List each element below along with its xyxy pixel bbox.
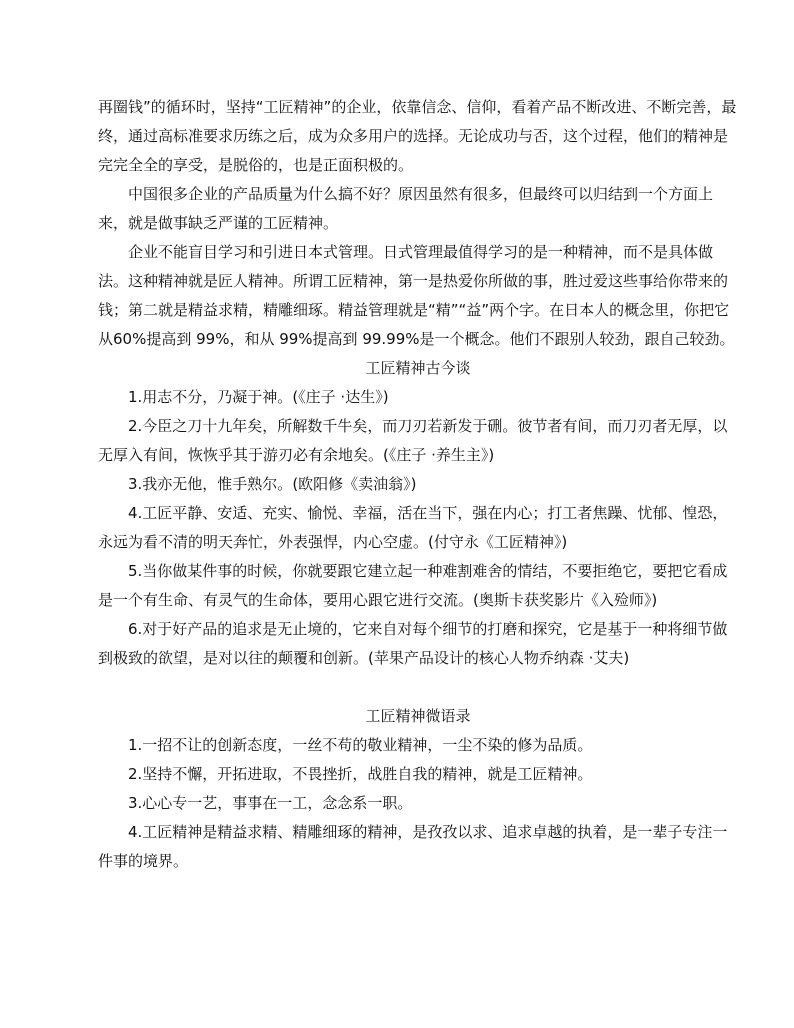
quote-item: 2.坚持不懈，开拓进取，不畏挫折，战胜自我的精神，就是工匠精神。 [128, 765, 593, 783]
quote-item: 4.工匠平静、安适、充实、愉悦、幸福，活在当下，强在内心；打工者焦躁、忧郁、惶恐，永远为看不清的明天奔忙，外表强悍，内心空虚。(付守永《工匠精神》) [98, 504, 728, 551]
paragraph-quality: 中国很多企业的产品质量为什么搞不好？原因虽然有很多，但最终可以归结到一个方面上来，就是做事缺乏严谨的工匠精神。 [98, 185, 714, 232]
quote-item: 1.一招不让的创新态度，一丝不苟的敬业精神，一尘不染的修为品质。 [128, 736, 593, 754]
quote-item: 1.用志不分，乃凝于神。(《庄子 ·达生》) [128, 388, 389, 406]
section-spacer [98, 673, 738, 702]
quote-item: 3.我亦无他，惟手熟尔。(欧阳修《卖油翁》) [128, 475, 417, 493]
section-title-ancient-modern: 工匠精神古今谈 [365, 359, 471, 377]
quote-item: 6.对于好产品的追求是无止境的，它来自对每个细节的打磨和探究，它是基于一种将细节做到极致的欲望，是对以往的颠覆和创新。(苹果产品设计的核心人物乔纳森 ·艾夫) [98, 620, 728, 667]
quote-item: 5.当你做某件事的时候，你就要跟它建立起一种难割难舍的情结，不要拒绝它，要把它看成是一个有生命、有灵气的生命体，要用心跟它进行交流。(奥斯卡获奖影片《入殓师》) [98, 562, 728, 609]
paragraph-continuation: 再圈钱”的循环时，坚持“工匠精神”的企业，依靠信念、信仰，看着产品不断改进、不断完善，最终，通过高标准要求历练之后，成为众多用户的选择。无论成功与否，这个过程，他们的精神是完完全全的享受，是脱俗的，也是正面积极的。 [98, 98, 737, 174]
quote-item: 3.心心专一艺，事事在一工，念念系一职。 [128, 794, 413, 812]
section-title-micro-quotes: 工匠精神微语录 [365, 707, 471, 725]
quote-item: 2.今臣之刀十九年矣，所解数千牛矣，而刀刃若新发于硎。彼节者有间，而刀刃者无厚，以无厚入有间，恢恢乎其于游刃必有余地矣。(《庄子 ·养生主》) [98, 417, 728, 464]
quote-item: 4.工匠精神是精益求精、精雕细琢的精神，是孜孜以求、追求卓越的执着，是一辈子专注一件事的境界。 [98, 823, 728, 870]
paragraph-japanese-management: 企业不能盲目学习和引进日本式管理。日式管理最值得学习的是一种精神，而不是具体做法。这种精神就是匠人精神。所谓工匠精神，第一是热爱你所做的事，胜过爱这些事给你带来的钱；第二就是精益求精，精雕细琢。精益管理就是“精”“益”两个字。在日本人的概念里，你把它从60%提高到 99%，和从 99%提高到 99.99%是一个概念。他们不跟别人较劲，跟自己较劲。 [98, 243, 735, 348]
document-body [98, 93, 738, 876]
